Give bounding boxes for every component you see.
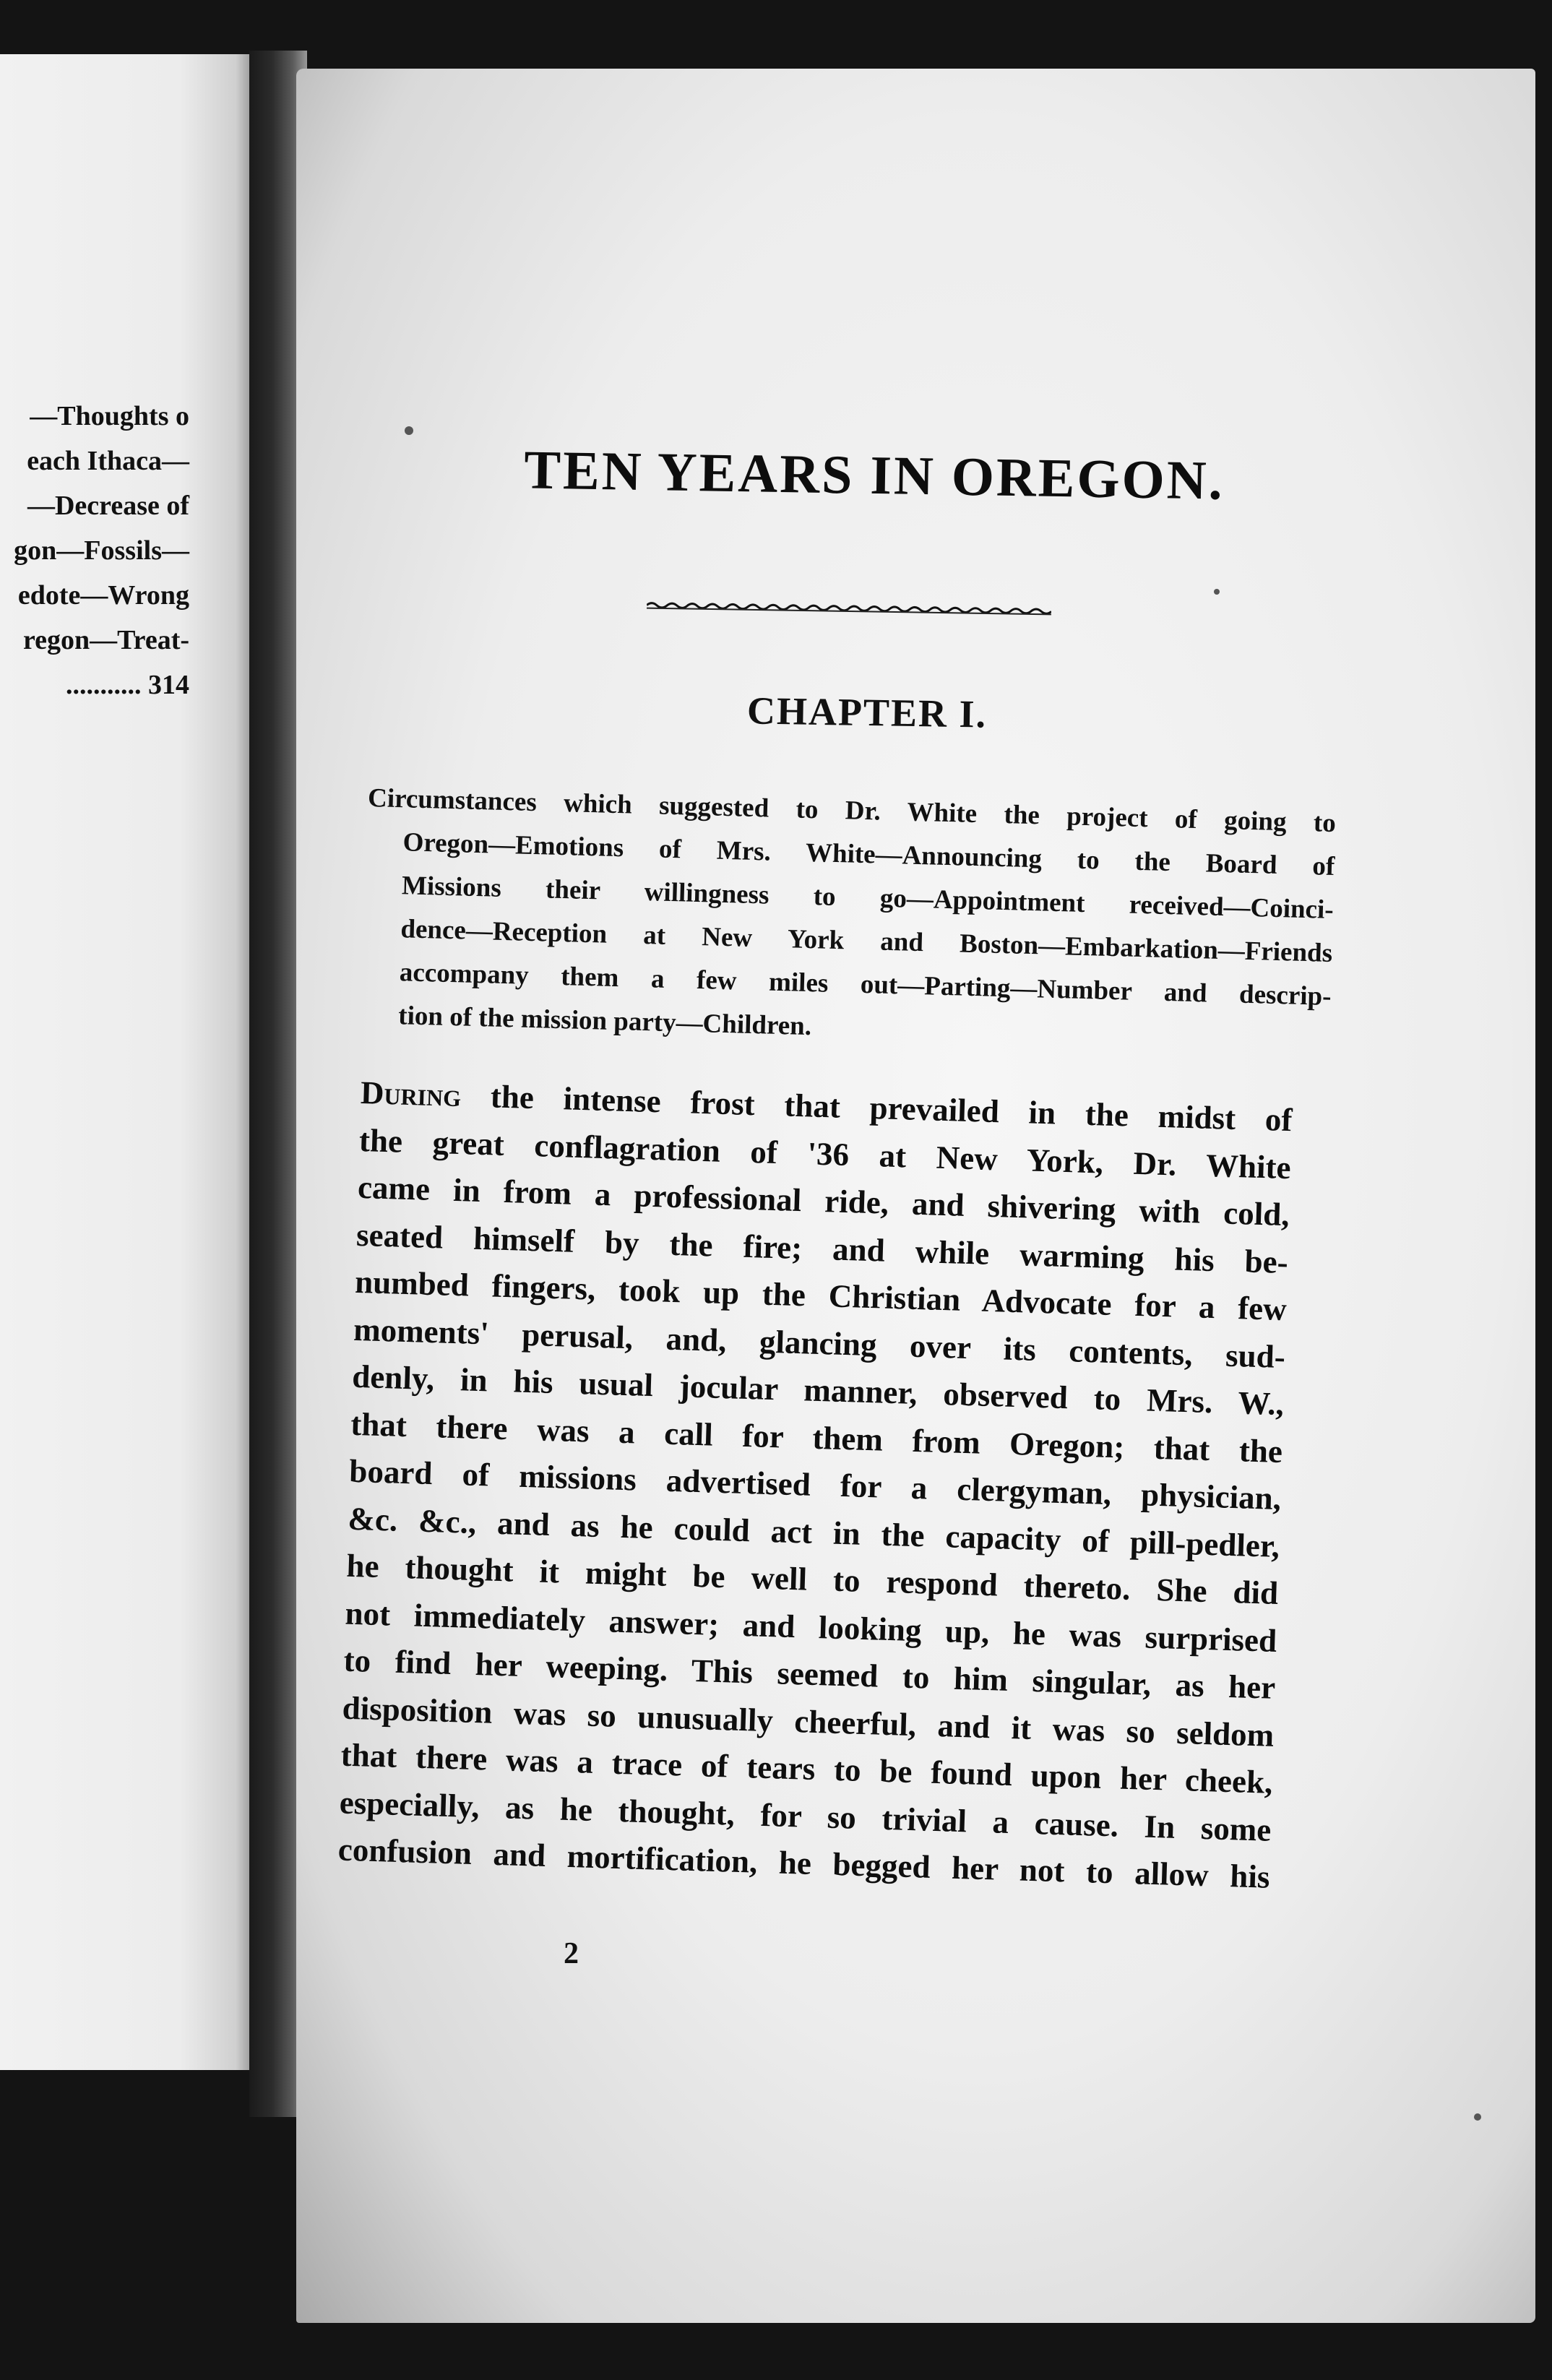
summary-line: tion of the mission party—Children. <box>397 1001 812 1042</box>
body-line: he thought it might be well to respond thereto. She did <box>345 1547 1279 1611</box>
summary-line: Circumstances which suggested to Dr. White the project of going to <box>367 782 1337 839</box>
left-line: gon—Fossils— <box>14 535 189 566</box>
body-line-rest: the intense frost that prevailed in the midst of <box>460 1077 1293 1139</box>
paper-speck <box>1474 2113 1481 2121</box>
paper-speck <box>1214 589 1220 595</box>
paper-speck <box>405 426 413 435</box>
body-line: moments' perusal, and, glancing over its contents, sud- <box>353 1311 1286 1375</box>
body-line: &c. &c., and as he could act in the capacity of pill-pedler, <box>347 1500 1280 1564</box>
page-number: 2 <box>564 1937 579 1970</box>
left-line: each Ithaca— <box>27 446 189 476</box>
summary-line: Missions their willingness to go—Appointment received—Coinci- <box>401 871 1335 926</box>
body-line: board of missions advertised for a clergyman, physician, <box>348 1452 1282 1517</box>
body-line: came in from a professional ride, and shivering with cold, <box>357 1168 1290 1233</box>
body-line: denly, in his usual jocular manner, observed to Mrs. W., <box>351 1358 1285 1423</box>
body-line: numbed fingers, took up the Christian Advocate for a few <box>354 1263 1288 1328</box>
summary-line: accompany them a few miles out—Parting—Number and descrip- <box>399 957 1332 1012</box>
body-line: the great conflagration of '36 at New York, Dr. White <box>358 1121 1292 1186</box>
chapter-summary <box>362 777 1337 1062</box>
body-text <box>337 1069 1293 1901</box>
page-content <box>296 69 1535 2323</box>
summary-line: dence—Reception at New York and Boston—Embarkation—Friends <box>400 914 1333 968</box>
body-line: to find her weeping. This seemed to him singular, as her <box>342 1642 1276 1706</box>
left-page <box>0 54 256 2070</box>
body-line: that there was a trace of tears to be found upon her cheek, <box>340 1736 1274 1801</box>
body-line: that there was a call for them from Oregon; that the <box>350 1405 1283 1470</box>
drop-word: During <box>360 1074 462 1114</box>
left-line: regon—Treat- <box>22 625 189 655</box>
right-page <box>296 69 1535 2323</box>
chapter-heading: CHAPTER I. <box>746 689 988 736</box>
body-line: not immediately answer; and looking up, he was surprised <box>344 1595 1277 1659</box>
left-line: ........... 314 <box>66 670 189 700</box>
body-line: especially, as he thought, for so trivial a cause. In some <box>339 1784 1272 1848</box>
decorative-wavy-rule <box>647 597 1051 625</box>
left-page-text <box>0 394 189 707</box>
body-line: disposition was so unusually cheerful, and it was so seldom <box>342 1689 1275 1754</box>
summary-line: Oregon—Emotions of Mrs. White—Announcing to the Board of <box>402 827 1335 882</box>
body-line: seated himself by the fire; and while warming his be- <box>355 1216 1289 1280</box>
left-line: —Thoughts o <box>30 401 189 431</box>
book-title: TEN YEARS IN OREGON. <box>523 439 1225 512</box>
body-line: confusion and mortification, he begged her not to allow his <box>337 1831 1271 1895</box>
left-line: edote—Wrong <box>17 580 189 611</box>
left-line: —Decrease of <box>27 491 189 521</box>
